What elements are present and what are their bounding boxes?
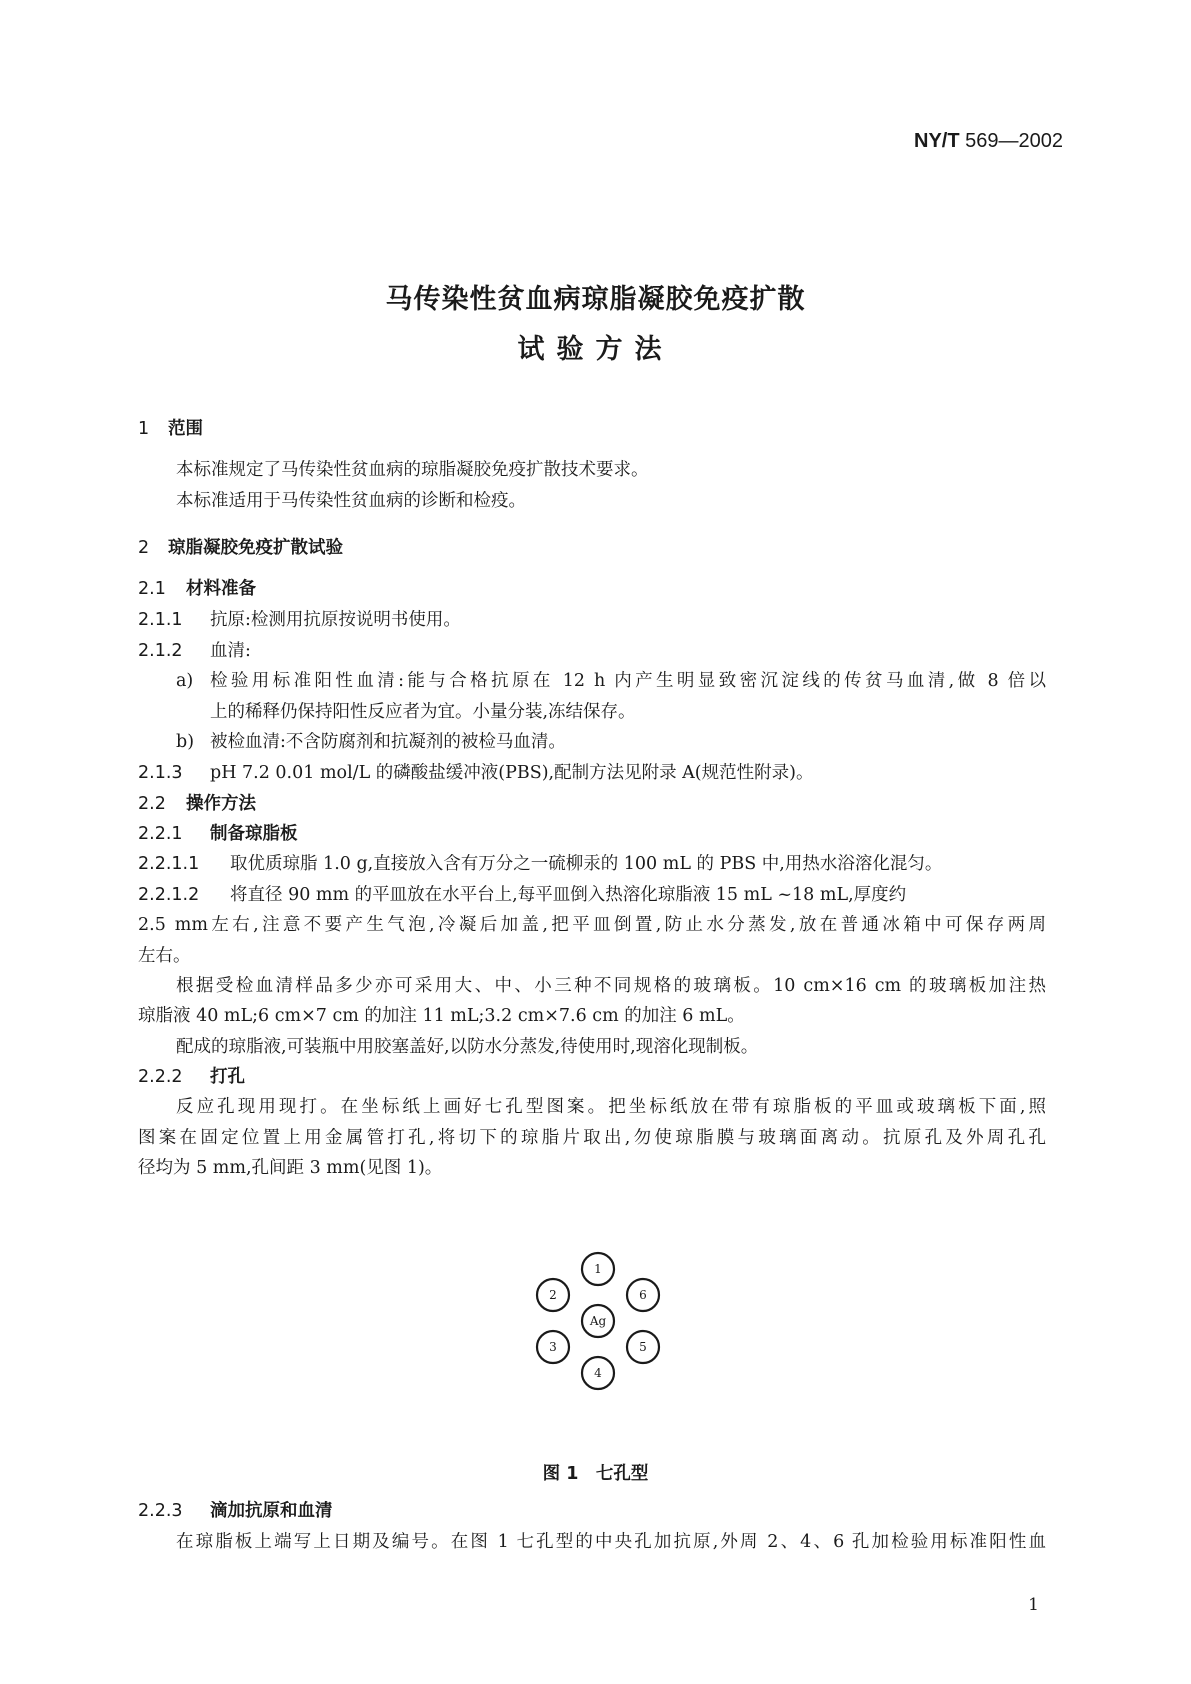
section-title: 操作方法 — [186, 794, 256, 814]
clause-2-1-2 — [138, 640, 251, 662]
standard-number: 569—2002 — [965, 130, 1063, 152]
clause-2-1-3 — [138, 762, 813, 784]
list-item-a-label: a) — [176, 671, 194, 691]
storage-paragraph: 配成的琼脂液,可装瓶中用胶塞盖好,以防水分蒸发,待使用时,现溶化现制板。 — [176, 1037, 759, 1057]
clause-2-2-1-2-line3: 左右。 — [138, 946, 191, 966]
section-title: 琼脂凝胶免疫扩散试验 — [168, 538, 343, 558]
standard-prefix: NY/T — [914, 130, 960, 152]
well-4-label: 4 — [594, 1366, 602, 1380]
center-well-label: Ag — [589, 1314, 607, 1328]
section-1-paragraph-1: 本标准规定了马传染性贫血病的琼脂凝胶免疫扩散技术要求。 — [176, 460, 649, 480]
well-3-label: 3 — [549, 1340, 557, 1354]
clause-number: 2.1.3 — [138, 763, 183, 783]
clause-2-2-1-2-line2: 2.5 mm左右,注意不要产生气泡,冷凝后加盖,把平皿倒置,防止水分蒸发,放在普通冰箱中可保存两周 — [138, 915, 1046, 935]
clause-text: 取优质琼脂 1.0 g,直接放入含有万分之一硫柳汞的 100 mL 的 PBS 中,用热水浴溶化混匀。 — [230, 854, 943, 874]
section-2-2-3-heading — [138, 1500, 333, 1522]
list-item-a-line1: 检验用标准阳性血清:能与合格抗原在 12 h 内产生明显致密沉淀线的传贫马血清,做 8 倍以 — [210, 671, 1046, 691]
section-title: 打孔 — [210, 1067, 245, 1087]
section-number: 2.2 — [138, 794, 166, 814]
clause-text: 血清: — [210, 641, 251, 661]
section-1-paragraph-2: 本标准适用于马传染性贫血病的诊断和检疫。 — [176, 491, 526, 511]
section-number: 2 — [138, 538, 150, 558]
clause-text: 将直径 90 mm 的平皿放在水平台上,每平皿倒入热溶化琼脂液 15 mL ~18 mL,厚度约 — [230, 885, 907, 905]
clause-2-2-1-1 — [138, 853, 942, 875]
section-title: 滴加抗原和血清 — [210, 1501, 333, 1521]
document-title-line1: 马传染性贫血病琼脂凝胶免疫扩散 — [385, 284, 806, 315]
section-2-heading — [138, 537, 343, 559]
section-number: 2.2.2 — [138, 1067, 183, 1087]
section-title: 材料准备 — [186, 579, 256, 599]
adding-antigen-paragraph-line1: 在琼脂板上端写上日期及编号。在图 1 七孔型的中央孔加抗原,外周 2、4、6 孔加检验用标准阳性血 — [176, 1532, 1046, 1552]
clause-number: 2.1.1 — [138, 610, 183, 630]
list-item-b-text: 被检血清:不含防腐剂和抗凝剂的被检马血清。 — [210, 732, 566, 752]
section-number: 2.2.3 — [138, 1501, 183, 1521]
page-number: 1 — [1028, 1595, 1039, 1615]
section-2-2-1-heading — [138, 823, 298, 845]
section-title: 制备琼脂板 — [210, 824, 298, 844]
glass-plate-paragraph-line2: 琼脂液 40 mL;6 cm×7 cm 的加注 11 mL;3.2 cm×7.6 cm 的加注 6 mL。 — [138, 1006, 745, 1026]
standard-code — [914, 130, 1063, 153]
clause-number: 2.1.2 — [138, 641, 183, 661]
well-6-label: 6 — [639, 1288, 647, 1302]
well-1-label: 1 — [594, 1262, 602, 1276]
clause-2-1-1 — [138, 609, 461, 631]
document-title-line2: 试验方法 — [517, 334, 674, 365]
section-title: 范围 — [168, 419, 203, 439]
glass-plate-paragraph-line1: 根据受检血清样品多少亦可采用大、中、小三种不同规格的玻璃板。10 cm×16 cm 的玻璃板加注热 — [176, 976, 1046, 996]
section-number: 1 — [138, 419, 150, 439]
clause-2-2-1-2-line1 — [138, 884, 1046, 906]
section-number: 2.1 — [138, 579, 166, 599]
punching-paragraph-line1: 反应孔现用现打。在坐标纸上画好七孔型图案。把坐标纸放在带有琼脂板的平皿或玻璃板下面,照 — [176, 1097, 1046, 1117]
clause-text: 抗原:检测用抗原按说明书使用。 — [210, 610, 461, 630]
list-item-a-line2: 上的稀释仍保持阳性反应者为宜。小量分装,冻结保存。 — [210, 702, 636, 722]
list-item-b-label: b) — [176, 732, 195, 752]
punching-paragraph-line2: 图案在固定位置上用金属管打孔,将切下的琼脂片取出,勿使琼脂膜与玻璃面离动。抗原孔及外周孔孔 — [138, 1128, 1046, 1148]
section-1-heading — [138, 418, 203, 440]
clause-number: 2.2.1.2 — [138, 885, 200, 905]
section-2-2-heading — [138, 793, 256, 815]
section-2-1-heading — [138, 578, 256, 600]
section-number: 2.2.1 — [138, 824, 183, 844]
clause-number: 2.2.1.1 — [138, 854, 200, 874]
section-2-2-2-heading — [138, 1066, 245, 1088]
well-2-label: 2 — [549, 1288, 557, 1302]
figure-caption: 图 1 七孔型 — [542, 1464, 649, 1484]
well-5-label: 5 — [639, 1340, 647, 1354]
punching-paragraph-line3: 径均为 5 mm,孔间距 3 mm(见图 1)。 — [138, 1158, 443, 1178]
clause-text: pH 7.2 0.01 mol/L 的磷酸盐缓冲液(PBS),配制方法见附录 A(规范性附录)。 — [210, 763, 814, 783]
seven-well-diagram — [527, 1250, 669, 1392]
